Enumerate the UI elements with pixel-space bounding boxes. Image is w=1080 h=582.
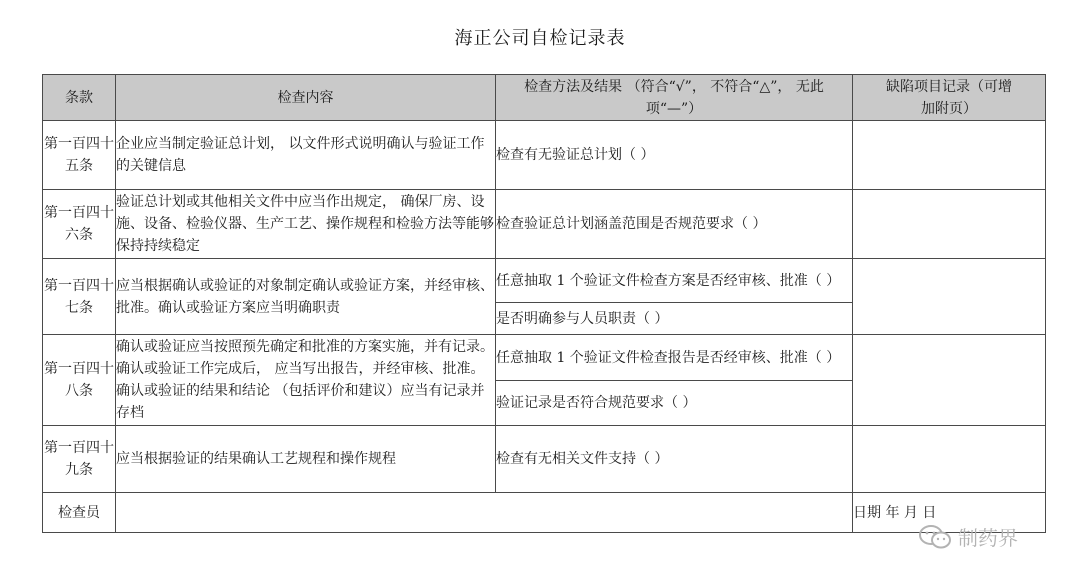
clause-cell: 第一百四十八条 <box>43 335 116 426</box>
watermark <box>918 522 1018 551</box>
clause-cell: 第一百四十七条 <box>43 259 116 335</box>
clause-cell: 第一百四十六条 <box>43 190 116 259</box>
clause-cell: 第一百四十九条 <box>43 426 116 493</box>
method-cell: 检查有无相关文件支持（ ） <box>496 426 853 493</box>
table-row <box>43 121 1046 190</box>
method-cell: 任意抽取 1 个验证文件检查方案是否经审核、批准（ ） <box>496 259 853 303</box>
method-cell: 验证记录是否符合规范要求（ ） <box>496 381 853 426</box>
method-cell: 是否明确参与人员职责（ ） <box>496 303 853 335</box>
header-defect: 缺陷项目记录（可增加附页） <box>853 75 1046 121</box>
table-row <box>43 335 1046 381</box>
defect-cell[interactable] <box>853 426 1046 493</box>
date-field[interactable]: 日期 年 月 日 <box>853 493 1046 533</box>
defect-cell[interactable] <box>853 259 1046 335</box>
table-row <box>43 190 1046 259</box>
method-cell: 检查验证总计划涵盖范围是否规范要求（ ） <box>496 190 853 259</box>
page-title: 海正公司自检记录表 <box>454 28 626 49</box>
method-cell: 任意抽取 1 个验证文件检查报告是否经审核、批准（ ） <box>496 335 853 381</box>
defect-cell[interactable] <box>853 335 1046 426</box>
table-header-row <box>43 75 1046 121</box>
defect-cell[interactable] <box>853 121 1046 190</box>
table-row <box>43 426 1046 493</box>
header-method: 检查方法及结果 （符合“√”， 不符合“△”， 无此项“—”） <box>496 75 853 121</box>
content-cell: 企业应当制定验证总计划， 以文件形式说明确认与验证工作的关键信息 <box>116 121 496 190</box>
table-row <box>43 259 1046 303</box>
content-cell: 验证总计划或其他相关文件中应当作出规定， 确保厂房、设施、设备、检验仪器、生产工艺、操作规程和检验方法等能够保持持续稳定 <box>116 190 496 259</box>
wechat-icon <box>918 524 952 550</box>
clause-cell: 第一百四十五条 <box>43 121 116 190</box>
defect-cell[interactable] <box>853 190 1046 259</box>
content-cell: 确认或验证应当按照预先确定和批准的方案实施，并有记录。确认或验证工作完成后， 应当写出报告，并经审核、批准。确认或验证的结果和结论 （包括评价和建议）应当有记录并存档 <box>116 335 496 426</box>
header-clause: 条款 <box>43 75 116 121</box>
inspector-signature-field[interactable] <box>116 493 853 533</box>
watermark-text: 制药界 <box>958 526 1018 550</box>
content-cell: 应当根据确认或验证的对象制定确认或验证方案，并经审核、批准。确认或验证方案应当明确职责 <box>116 259 496 335</box>
signature-row <box>43 493 1046 533</box>
inspector-label: 检查员 <box>43 493 116 533</box>
inspection-record-table <box>42 74 1046 533</box>
content-cell: 应当根据验证的结果确认工艺规程和操作规程 <box>116 426 496 493</box>
method-cell: 检查有无验证总计划（ ） <box>496 121 853 190</box>
header-content: 检查内容 <box>116 75 496 121</box>
